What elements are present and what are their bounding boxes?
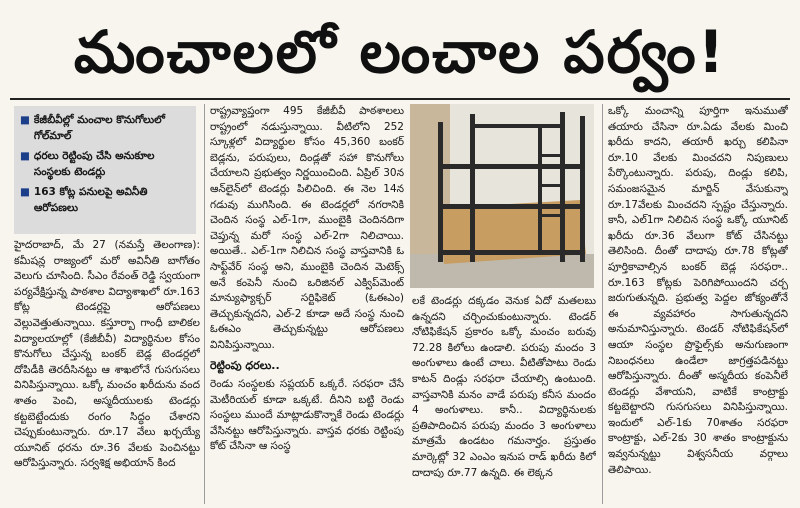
article-column-3 (412, 294, 596, 504)
column-divider (204, 104, 205, 504)
bunk-bed-icon (410, 104, 594, 288)
article-column-2 (210, 104, 404, 504)
column-divider (602, 104, 603, 504)
article-text: రాష్ట్రవ్యాప్తంగా 495 కేజీబీవీ పాఠశాలలు రాష్ట్రంలో నడుస్తున్నాయి. వీటిలోని 252 స్కూళ్లలో విద్యార్థుల కోసం 45,360 బంకర్ బెడ్లను, పరుపులు, దిండ్లతో సహా కొనుగోలు చేయాలని ప్రభుత్వం నిర్ణయించింది. ఏప్రిల్ 30న ఆన్‌లైన్‌లో టెండర్లు పిలిచింది. ఈ నెల 14న గడువు ముగిసింది. ఈ టెండర్లలో నగరానికి చెందిన సంస్థ ఎల్-1గా, ముంబైకి చెందినదిగా చెప్తున్న మరో సంస్థ ఎల్-2గా నిలిచాయి. అయితే.. ఎల్-1గా నిలిచిన సంస్థ వాస్తవానికి ఓ సాఫ్ట్‌వేర్ సంస్థ అని, ముంబైకి చెందిన మెటెక్స్ అనే కంపెనీ నుంచి ఒరిజినల్ ఎక్విప్‌మెంట్ మాన్యుఫ్యాక్చర్ సర్టిఫికెట్ (ఓఈఎం) తెచ్చుకున్నదని, ఎల్-2 కూడా అదే సంస్థ నుంచి ఓఈఎం తెచ్చుకున్నట్టు ఆరోపణలు వినిపిస్తున్నాయి. (210, 105, 404, 351)
highlight-item: ■ కేజీబీవీల్లో మంచాల కొనుగోలులో గోల్‌మాల్ (20, 114, 165, 142)
highlights-box (14, 106, 196, 234)
article-text: రెండు సంస్థలకు సప్లయర్ ఒక్కరే. సరఫరా చేసే మెటీరియల్ కూడా ఒక్కటే. దీనిని బట్టి రెండు సంస్థలు ముందే మాట్లాడుకొన్నాకే రెండు టెండర్లు వేసినట్టు ఆరోపిస్తున్నారు. వాస్తవ ధరకు రెట్టింపు కోట్ చేసినా ఆ సంస్థ (210, 378, 404, 453)
headline-rule (10, 98, 790, 100)
highlight-item: ■ ధరలు రెట్టింపు చేసి అనుకూల సంస్థలకు టెండర్లు (20, 150, 155, 178)
article-text: హైదరాబాద్, మే 27 (నమస్తే తెలంగాణ): కమీషన్ల రాజ్యంలో మరో అవినీతి బాగోతం వెలుగు చూసింది. సీఎం రేవంత్ రెడ్డి స్వయంగా పర్యవేక్షిస్తున్న పాఠశాల విద్యాశాఖలో రూ.163 కోట్ల టెండర్లపై ఆరోపణలు వెల్లువెత్తుతున్నాయి. కస్తూర్బా గాంధీ బాలికల విద్యాలయాల్లో (కేజీబీవీ) విద్యార్థినుల కోసం కొనుగోలు చేస్తున్న బంకర్ బెడ్ల టెండర్లలో దోపిడీకి తెరదీసినట్టు ఆ శాఖలోనే గుసగుసలు వినిపిస్తున్నాయి. ఒక్కో మంచం ఖరీదును వంద శాతం పెంచి, అస్మదీయులకు టెండర్లు కట్టబెట్టేందుకు రంగం సిద్ధం చేశారని చెప్పుకుంటున్నారు. రూ.17 వేలు ఖర్చయ్యే యూనిట్ ధరను రూ.36 వేలకు పెంచినట్టు ఆరోపిస్తున్నారు. సర్వశిక్ష అభియాన్ కింద (14, 239, 200, 470)
headline: మంచాలలో లంచాల పర్వం! (73, 18, 727, 86)
bullet-icon: ■ (20, 186, 30, 198)
article-text: ఒక్కో మంచాన్ని పూర్తిగా ఇనుముతో తయారు చేసినా రూ.ఏడు వేలకు మించి ఖరీదు కాదని, తయారీ ఖర్చు కలిపినా రూ.10 వేలకు మించదని నిపుణులు పేర్కొంటున్నారు. పరుపు, దిండ్లు కలిపి, సమంజసమైన మార్జిన్ వేసుకున్నా రూ.17వేలకు మించదని స్పష్టం చేస్తున్నారు. కానీ, ఎల్1గా నిలిచిన సంస్థ ఒక్కో యూనిట్ ఖరీదు రూ.36 వేలుగా కోట్ చేసినట్టు తెలిసింది. దీంతో దాదాపు రూ.78 కోట్లతో పూర్తికావాల్సిన బంకర్ బెడ్ల సరఫరా.. రూ.163 కోట్లకు పెరిగిపోయిందని చర్చ జరుగుతున్నది. ప్రభుత్వ పెద్దల జోక్యంతోనే ఈ వ్యవహారం సాగుతున్నదని అనుమానిస్తున్నారు. టెండర్ నోటిఫికేషన్‌లో ఆయా సంస్థల ప్రొఫైల్స్‌కు అనుగుణంగా నిబంధనలు ఉండేలా జాగ్రత్తపడినట్టు ఆరోపిస్తున్నారు. దీంతో అస్మదీయ కంపెనీలే టెండర్లు వేశాయని, వాటికే కాంట్రాక్టు కట్టబెట్టారని గుసగుసలు వినిపిస్తున్నాయి. ఇందులో ఎల్-1కు 70శాతం సరఫరా కాంట్రాక్టు, ఎల్-2కు 30 శాతం కాంట్రాక్టును ఇవ్వనున్నట్టు విశ్వసనీయ వర్గాలు తెలిపాయి. (608, 105, 788, 476)
article-column-4 (608, 104, 788, 504)
highlight-item: ■ 163 కోట్ల పనులపై అవినీతి ఆరోపణలు (20, 186, 148, 214)
bullet-icon: ■ (20, 114, 30, 126)
article-text: లకే టెండర్లు దక్కడం వెనుక ఏదో మతలబు ఉన్నదని చర్చించుకుంటున్నారు. టెండర్ నోటిఫికేషన్ ప్రకారం ఒక్కో మంచం బరువు 72.28 కిలోలు ఉండాలి. పరుపు మందం 3 అంగుళాలు ఉంటే చాలు. వీటితోపాటు రెండు కాటన్ దిండ్లు సరఫరా చేయాల్సి ఉంటుంది. వాస్తవానికి మనం వాడే పరుపు కనీస మందం 4 అంగుళాలు. కానీ.. విద్యార్థినులకు ప్రతిపాదించిన పరుపు మందం 3 అంగుళాలు మాత్రమే ఉండటం గమనార్హం. ప్రస్తుతం మార్కెట్లో 32 ఎంఎం ఇనుప రాడ్ ఖరీదు కిలో దాదాపు రూ.77 ఉన్నది. ఈ లెక్కన (412, 295, 596, 479)
article-column-1 (14, 238, 200, 504)
subheading: రెట్టింపు ధరలు.. (210, 358, 280, 372)
bunk-bed-photo (410, 104, 594, 288)
bullet-icon: ■ (20, 150, 30, 162)
